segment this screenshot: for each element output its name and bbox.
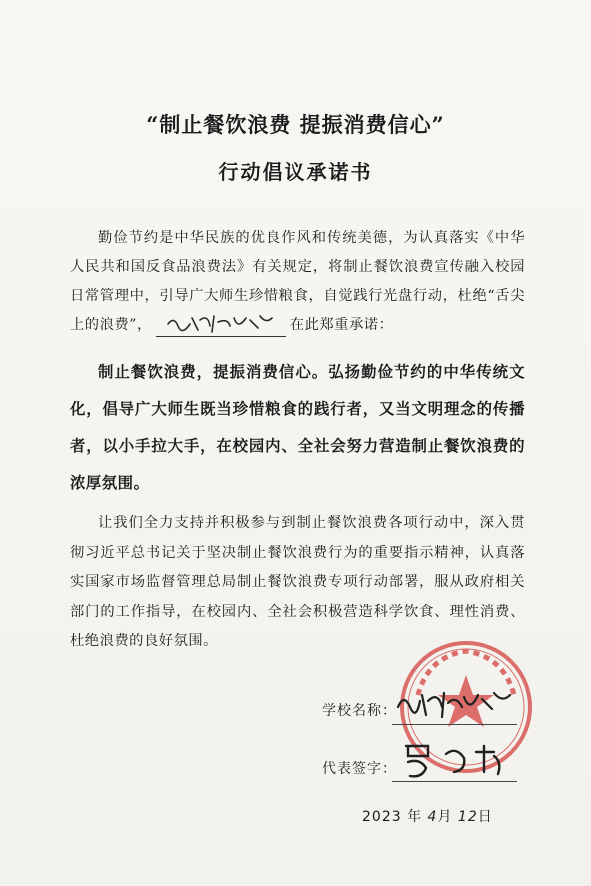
date-year-unit: 年 <box>407 809 423 825</box>
date-day-unit: 日 <box>477 809 493 825</box>
representative-signature-line <box>392 781 517 782</box>
date-month-unit: 月 <box>437 809 453 825</box>
handwritten-school-name-icon <box>164 310 279 336</box>
paragraph-commitment: 制止餐饮浪费，提振消费信心。弘扬勤俭节约的中华传统文化，倡导广大师生既当珍惜粮食的践行者，又当文明理念的传播者，以小手拉大手，在校园内、全社会努力营造制止餐饮浪费的浓厚氛围。 <box>70 363 525 492</box>
representative-signature-icon <box>398 736 518 784</box>
date-row <box>362 806 493 826</box>
representative-label: 代表签字： <box>322 761 397 777</box>
inline-signature <box>156 314 286 337</box>
school-name-label: 学校名称： <box>322 703 397 719</box>
date-year: 2023 <box>362 809 402 825</box>
document-title: “制止餐饮浪费 提振消费信心” <box>146 112 445 137</box>
commitment-text: 在此郑重承诺： <box>289 317 394 333</box>
school-signature-line <box>392 724 517 725</box>
paragraph-intro <box>70 224 525 340</box>
school-signature-icon <box>392 685 517 723</box>
date-month: 4 <box>427 809 438 825</box>
intro-text: 勤俭节约是中华民族的优良作风和传统美德，为认真落实《中华人民共和国反食品浪费法》有关规定，将制止餐饮浪费宣传融入校园日常管理中，引导广大师生珍惜粮食，自觉践行光盘行动，杜绝“舌尖上的浪费”， <box>70 230 525 333</box>
document-subtitle: 行动倡议承诺书 <box>218 160 373 184</box>
paragraph-call-to-action: 让我们全力支持并积极参与到制止餐饮浪费各项行动中，深入贯彻习近平总书记关于坚决制止餐饮浪费行为的重要指示精神，认真落实国家市场监督管理总局制止餐饮浪费专项行动部署，服从政府相关部门的工作指导，在校园内、全社会积极营造科学饮食、理性消费、杜绝浪费的良好氛围。 <box>70 515 525 649</box>
date-day: 12 <box>457 809 478 825</box>
